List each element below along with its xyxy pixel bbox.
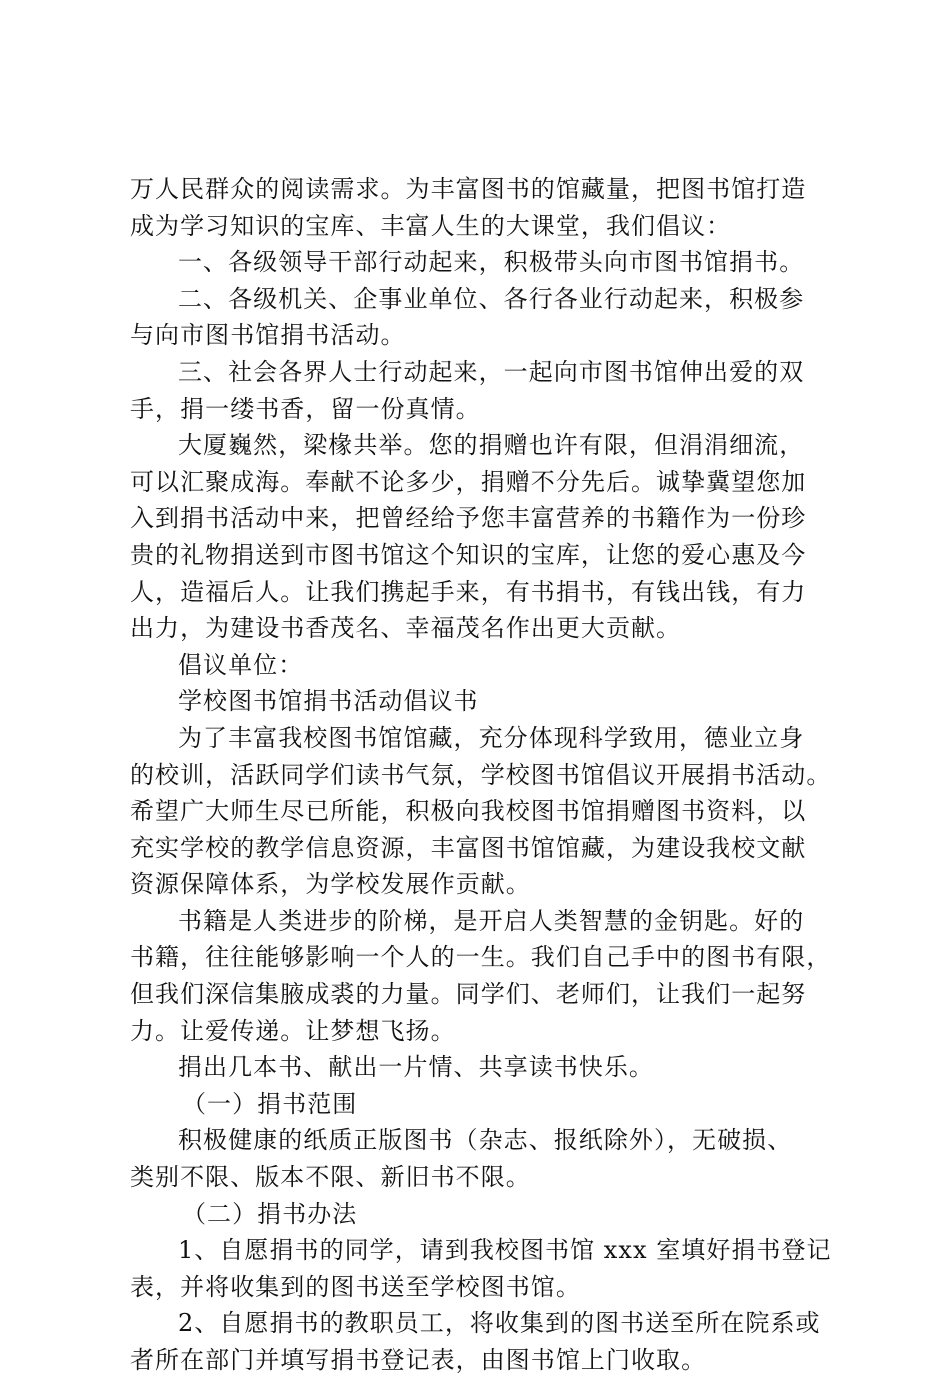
text-line: 大厦巍然，梁椽共举。您的捐赠也许有限，但涓涓细流， [178, 431, 805, 460]
text-line: （一）捐书范围 [182, 1089, 358, 1118]
paragraph [130, 683, 830, 720]
text-line: 者所在部门并填写捐书登记表，由图书馆上门收取。 [130, 1346, 707, 1374]
paragraph [130, 720, 830, 903]
text-line: 可以汇聚成海。奉献不论多少，捐赠不分先后。诚挚冀望您加 [130, 467, 807, 496]
text-line: 学校图书馆捐书活动倡议书 [178, 687, 479, 716]
text-line: 与向市图书馆捐书活动。 [130, 321, 406, 350]
text-line: 资源保障体系，为学校发展作贡献。 [130, 870, 531, 899]
text-line: （二）捐书办法 [182, 1199, 358, 1228]
text-line: 书籍是人类进步的阶梯，是开启人类智慧的金钥匙。好的 [178, 906, 805, 935]
paragraph [130, 1049, 830, 1086]
paragraph [130, 1232, 830, 1305]
text-line: 人，造福后人。让我们携起手来，有书捐书，有钱出钱，有力 [130, 577, 807, 606]
text-line: 的校训，活跃同学们读书气氛，学校图书馆倡议开展捐书活动。 [130, 760, 832, 789]
paragraph [130, 647, 830, 684]
text-line: 入到捐书活动中来，把曾经给予您丰富营养的书籍作为一份珍 [130, 504, 807, 533]
text-line: 希望广大师生尽已所能，积极向我校图书馆捐赠图书资料，以 [130, 797, 807, 826]
text-line: 表，并将收集到的图书送至学校图书馆。 [130, 1272, 581, 1301]
text-line: 2、自愿捐书的教职员工，将收集到的图书送至所在院系或 [178, 1309, 821, 1338]
paragraph [130, 281, 830, 354]
text-line: 积极健康的纸质正版图书（杂志、报纸除外），无破损、 [178, 1126, 793, 1155]
paragraph [130, 171, 830, 244]
paragraph [130, 1086, 830, 1123]
paragraph [130, 1196, 830, 1233]
text-line: 类别不限、版本不限、新旧书不限。 [130, 1163, 531, 1192]
text-line: 1、自愿捐书的同学，请到我校图书馆 xxx 室填好捐书登记 [178, 1236, 832, 1265]
text-line: 但我们深信集腋成裘的力量。同学们、老师们，让我们一起努 [130, 980, 807, 1009]
text-line: 捐出几本书、献出一片情、共享读书快乐。 [178, 1053, 654, 1082]
text-line: 充实学校的教学信息资源，丰富图书馆馆藏，为建设我校文献 [130, 833, 807, 862]
text-line: 出力，为建设书香茂名、幸福茂名作出更大贡献。 [130, 614, 682, 643]
text-line: 力。让爱传递。让梦想飞扬。 [130, 1016, 456, 1045]
text-line: 万人民群众的阅读需求。为丰富图书的馆藏量，把图书馆打造 [130, 175, 807, 203]
text-line: 为了丰富我校图书馆馆藏，充分体现科学致用，德业立身 [178, 723, 805, 752]
paragraph [130, 1305, 830, 1378]
text-line: 倡议单位： [178, 650, 304, 679]
text-line: 手，捐一缕书香，留一份真情。 [130, 394, 481, 423]
text-line: 一、各级领导干部行动起来，积极带头向市图书馆捐书。 [178, 248, 805, 277]
text-line: 三、社会各界人士行动起来，一起向市图书馆伸出爱的双 [178, 357, 805, 386]
paragraph [130, 427, 830, 647]
paragraph [130, 354, 830, 427]
text-line: 二、各级机关、企事业单位、各行各业行动起来，积极参 [178, 284, 805, 313]
paragraph [130, 903, 830, 1049]
paragraph [130, 244, 830, 281]
text-line: 成为学习知识的宝库、丰富人生的大课堂，我们倡议： [130, 211, 732, 240]
text-line: 贵的礼物捐送到市图书馆这个知识的宝库，让您的爱心惠及今 [130, 540, 807, 569]
paragraph [130, 1122, 830, 1195]
text-line: 书籍，往往能够影响一个人的一生。我们自己手中的图书有限， [130, 943, 832, 972]
document-page [130, 171, 830, 1379]
